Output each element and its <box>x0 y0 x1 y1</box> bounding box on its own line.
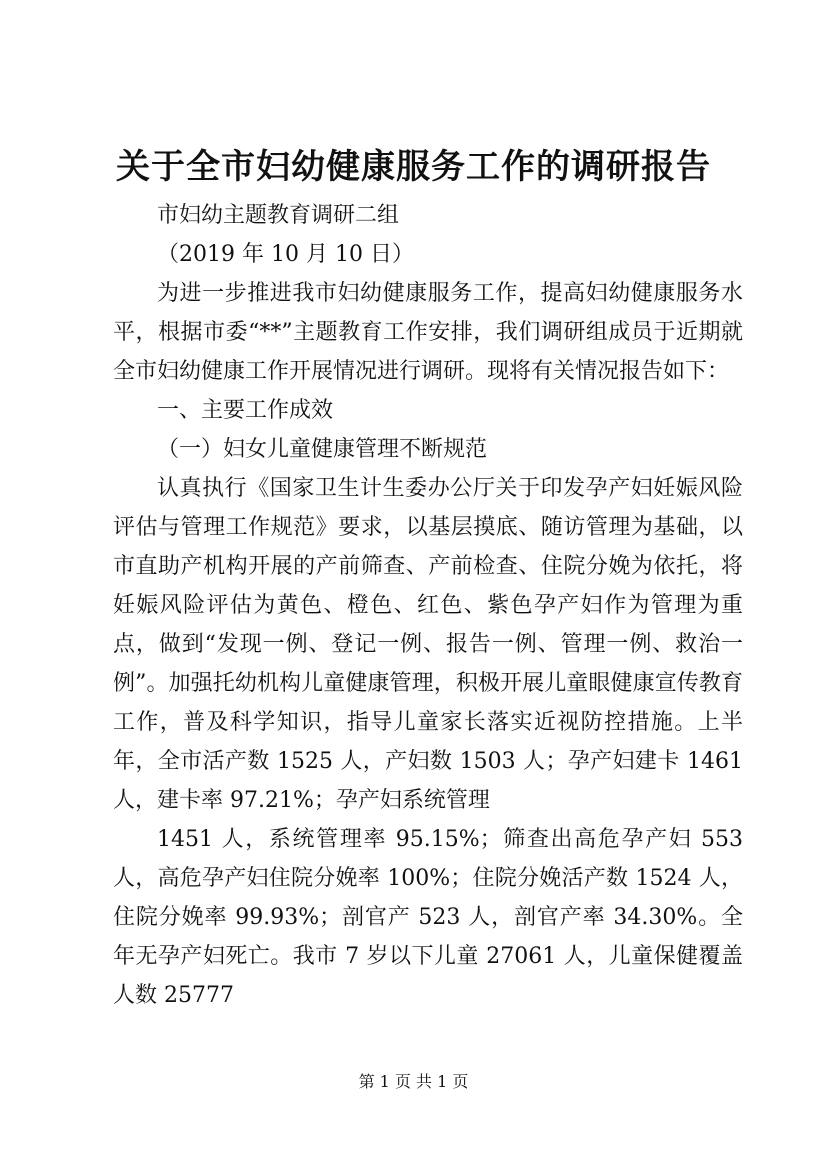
date-line: （2019 年 10 月 10 日） <box>157 242 414 267</box>
document-title: 关于全市妇幼健康服务工作的调研报告 <box>116 147 711 187</box>
section-heading: 一、主要工作成效 <box>157 398 334 423</box>
body-paragraph-2: 1451 人，系统管理率 95.15%；筛查出高危孕产妇 553 人，高危孕产妇住院分娩率 100%；住院分娩活产数 1524 人，住院分娩率 99.93%；剖官产 523 人，剖官产率 34.30%。全年无孕产妇死亡。我市 7 岁以下儿童 27061 人，儿童保健覆盖人数 25777 <box>113 827 743 1008</box>
intro-paragraph: 为进一步推进我市妇幼健康服务工作，提高妇幼健康服务水平，根据市委“**”主题教育工作安排，我们调研组成员于近期就全市妇幼健康工作开展情况进行调研。现将有关情况报告如下： <box>113 281 743 384</box>
body-paragraph-1: 认真执行《国家卫生计生委办公厅关于印发孕产妇妊娠风险评估与管理工作规范》要求，以基层摸底、随访管理为基础，以市直助产机构开展的产前筛查、产前检查、住院分娩为依托，将妊娠风险评估为黄色、橙色、红色、紫色孕产妇作为管理为重点，做到“发现一例、登记一例、报告一例、管理一例、救治一例”。加强托幼机构儿童健康管理，积极开展儿童眼健康宣传教育工作，普及科学知识，指导儿童家长落实近视防控措施。上半年，全市活产数 1525 人，产妇数 1503 人；孕产妇建卡 1461 人，建卡率 97.21%；孕产妇系统管理 <box>113 476 743 813</box>
author-line: 市妇幼主题教育调研二组 <box>157 203 400 228</box>
subsection-heading: （一）妇女儿童健康管理不断规范 <box>157 437 488 462</box>
document-body <box>113 196 743 1015</box>
page-footer: 第 1 页 共 1 页 <box>358 1072 469 1091</box>
